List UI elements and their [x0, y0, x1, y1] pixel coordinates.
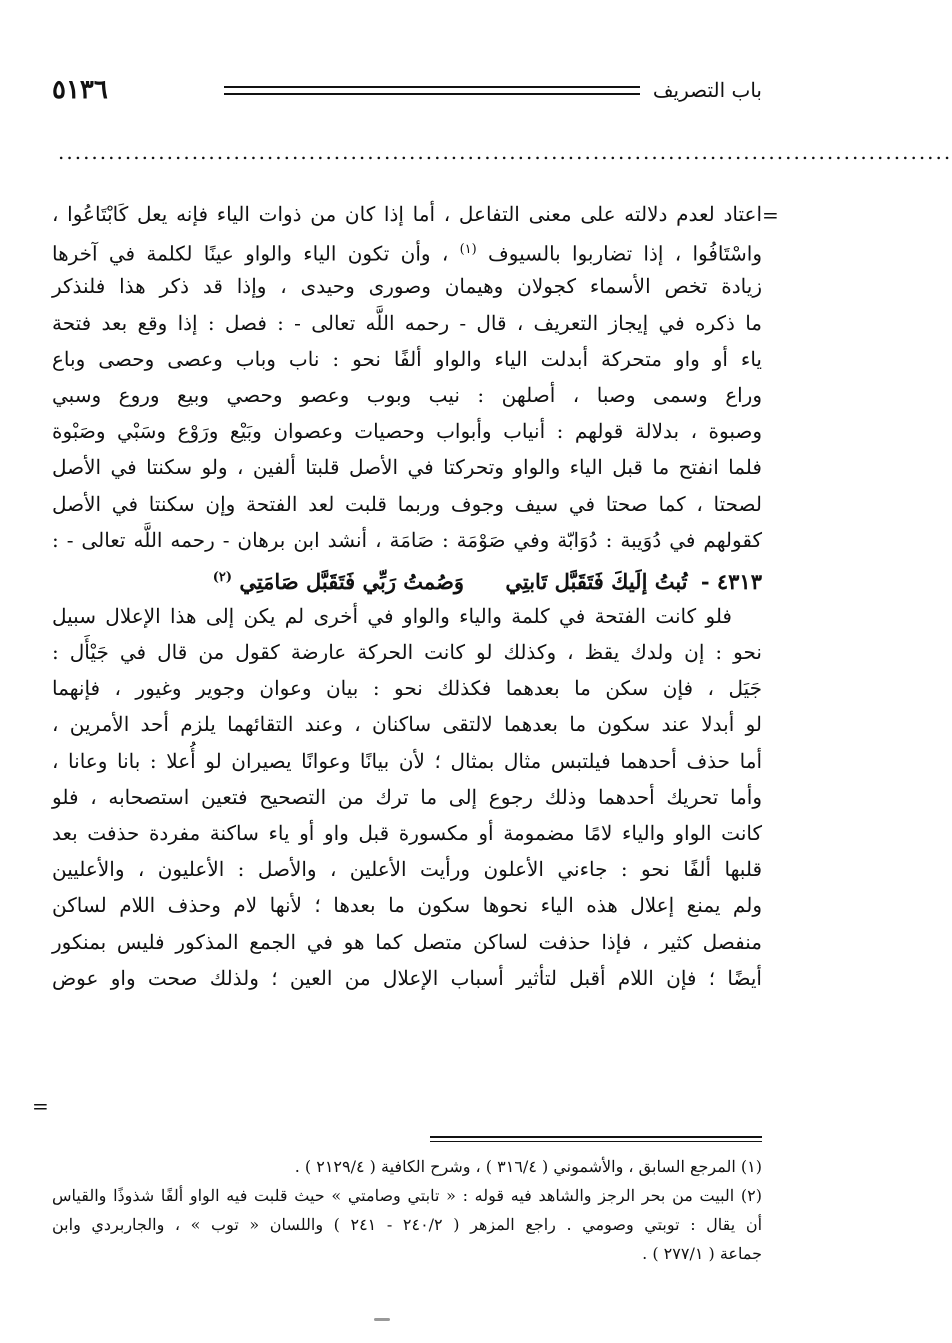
text-line-part: واسْتَافُوا ، إذا تضاربوا بالسيوف: [488, 241, 763, 266]
text-line: لو أبدلا عند سكون ما بعدهما لالتقى ساكنان ، وعند التقائهما يلزم أحد الأمرين ،: [52, 712, 762, 737]
verse-4313: [52, 558, 762, 598]
continuation-mark-bottom: =: [32, 1094, 49, 1118]
footnote-2-cont: أن يقال : توبتي وصومي . راجع المزهر ( ٢٤٠/٢ - ٢٤١ ) واللسان « توب » ، والجاربردي وابن: [52, 1215, 763, 1234]
text-line: لصحتا ، كما صحتا في سيف وجوف وربما قلبت لعد الفتحة وإن سكنتا في الأصل: [52, 491, 762, 516]
text-line: كانت الواو والياء لامًا مضمومة أو مكسورة قبل واو أو ياء ساكنة مفردة حذفت بعد: [52, 821, 762, 845]
text-line: فلو كانت الفتحة في كلمة والياء والواو في أخرى لم يكن إلى هذا الإعلال سبيل: [52, 603, 732, 628]
text-line: ولم يمنع إعلال هذه الياء نحوها سكون ما بعدها ؛ لأنها لام وحذف اللام لساكن: [52, 893, 762, 918]
text-line: وراع وسمى وصبا ، أصلهن : نيب وبوب وعصو وحصي وبيع وروع وسبي: [52, 382, 762, 407]
chapter-title: باب التصريف: [652, 78, 762, 102]
text-line: وأما تحريك أحدهما وذلك رجوع إلى ما ترك من التصحيح فتعين استصحابه ، فلو: [52, 784, 762, 809]
scan-artifact: [374, 1318, 390, 1321]
text-line: منفصل كثير ، فإذا حذفت لساكن متصل كما هو في الجمع المذكور فليس بمنكور: [52, 929, 762, 954]
text-line: ما ذكره في إيجاز التعريف ، قال - رحمه اللَّه تعالى - : فصل : إذا وقع بعد فتحة: [52, 310, 762, 335]
text-line: زيادة تخص الأسماء كجولان وهيمان وصورى وحيدى ، وإذا قد ذكر هذا فلنذكر: [52, 274, 762, 299]
text-line: أما حذف أحدهما فيلتبس مثال بمثال ؛ لأن بيانًا وعوانًا يصيران لو أُعلا : بانا وعانا ،: [52, 748, 762, 773]
footnote-ref-1: (١): [459, 242, 477, 258]
text-line: ياء أو واو متحركة أبدلت الياء والواو ألفًا نحو : ناب وباب وعصى وحصى وباع: [52, 346, 763, 371]
text-line: نحو : إن ولدك يقظ ، وكذلك لو كانت الحركة عارضة كقول من قال في جَيْأَل :: [52, 640, 762, 665]
text-line: [52, 232, 762, 268]
text-line: فلما انفتح ما قبل الياء والواو وتحركتا في الأصل قلبتا ألفين ، ولو سكنتا في الأصل: [52, 455, 762, 480]
main-text: [52, 196, 762, 996]
text-line: جَيَل ، فإن سكن ما بعدهما فكذلك نحو : بيان وعوان وجوير وغيور ، فإنهما: [52, 676, 762, 701]
text-line: اعتاد لعدم دلالته على معنى التفاعل ، أما إذا كان من ذوات الياء فإنه يعل كَابْتَاعُوا ،: [52, 202, 762, 226]
text-line: كقولهم في دُوَيبة : دُوَابّة وفي صَوْمَة : صَامَة ، أنشد ابن برهان - رحمه اللَّه تعالى - :: [52, 527, 762, 552]
verse-hemistich-2: وَصُمتُ رَبِّي فَتَقَبَّل صَامَتِي: [239, 568, 465, 594]
page-number: ٥١٣٦: [52, 75, 108, 105]
text-line: قلبها ألفًا نحو : جاءني الأعلون ورأيت الأعلين ، والأصل : الأعليون ، والأعليين: [52, 857, 762, 882]
dotted-separator: ...........................................................................................................: [58, 140, 952, 164]
continuation-mark-top: =: [762, 203, 779, 227]
page-header: [52, 70, 762, 110]
footnote-rule: [430, 1136, 762, 1142]
text-line-part: ، وأن تكون الياء والواو عينًا لكلمة في آخرها: [52, 241, 449, 266]
footnote-2-end: جماعة ( ٢٧٧/١ ) .: [642, 1244, 762, 1263]
verse-hemistich-1: تُبتُ إلَيكَ فَتَقَبَّل تَابتِي: [505, 568, 688, 594]
footnote-2: (٢) البيت من بحر الرجز والشاهد فيه قوله : « تابتي وصامتي » حيث قلبت فيه الواو ألفًا شذوذًا والقياس: [52, 1186, 762, 1205]
text-line: وصبوة ، بدلالة قولهم : أنياب وأبواب وحصيات وعصوان وبَيْع ورَوْع وسَبْي وصَبْوة: [52, 419, 762, 444]
header-rule: [224, 86, 640, 95]
verse-number: ٤٣١٣ -: [700, 568, 762, 594]
footnote-1: (١) المرجع السابق ، والأشموني ( ٣١٦/٤ ) ، وشرح الكافية ( ٢١٢٩/٤ ) .: [294, 1157, 762, 1176]
text-line: أيضًا ؛ فإن اللام أقبل لتأثير أسباب الإعلال من العين ؛ ولذلك صحت واو عوض: [52, 965, 762, 990]
footnotes: [52, 1152, 762, 1268]
footnote-ref-2: (٢): [212, 569, 233, 585]
